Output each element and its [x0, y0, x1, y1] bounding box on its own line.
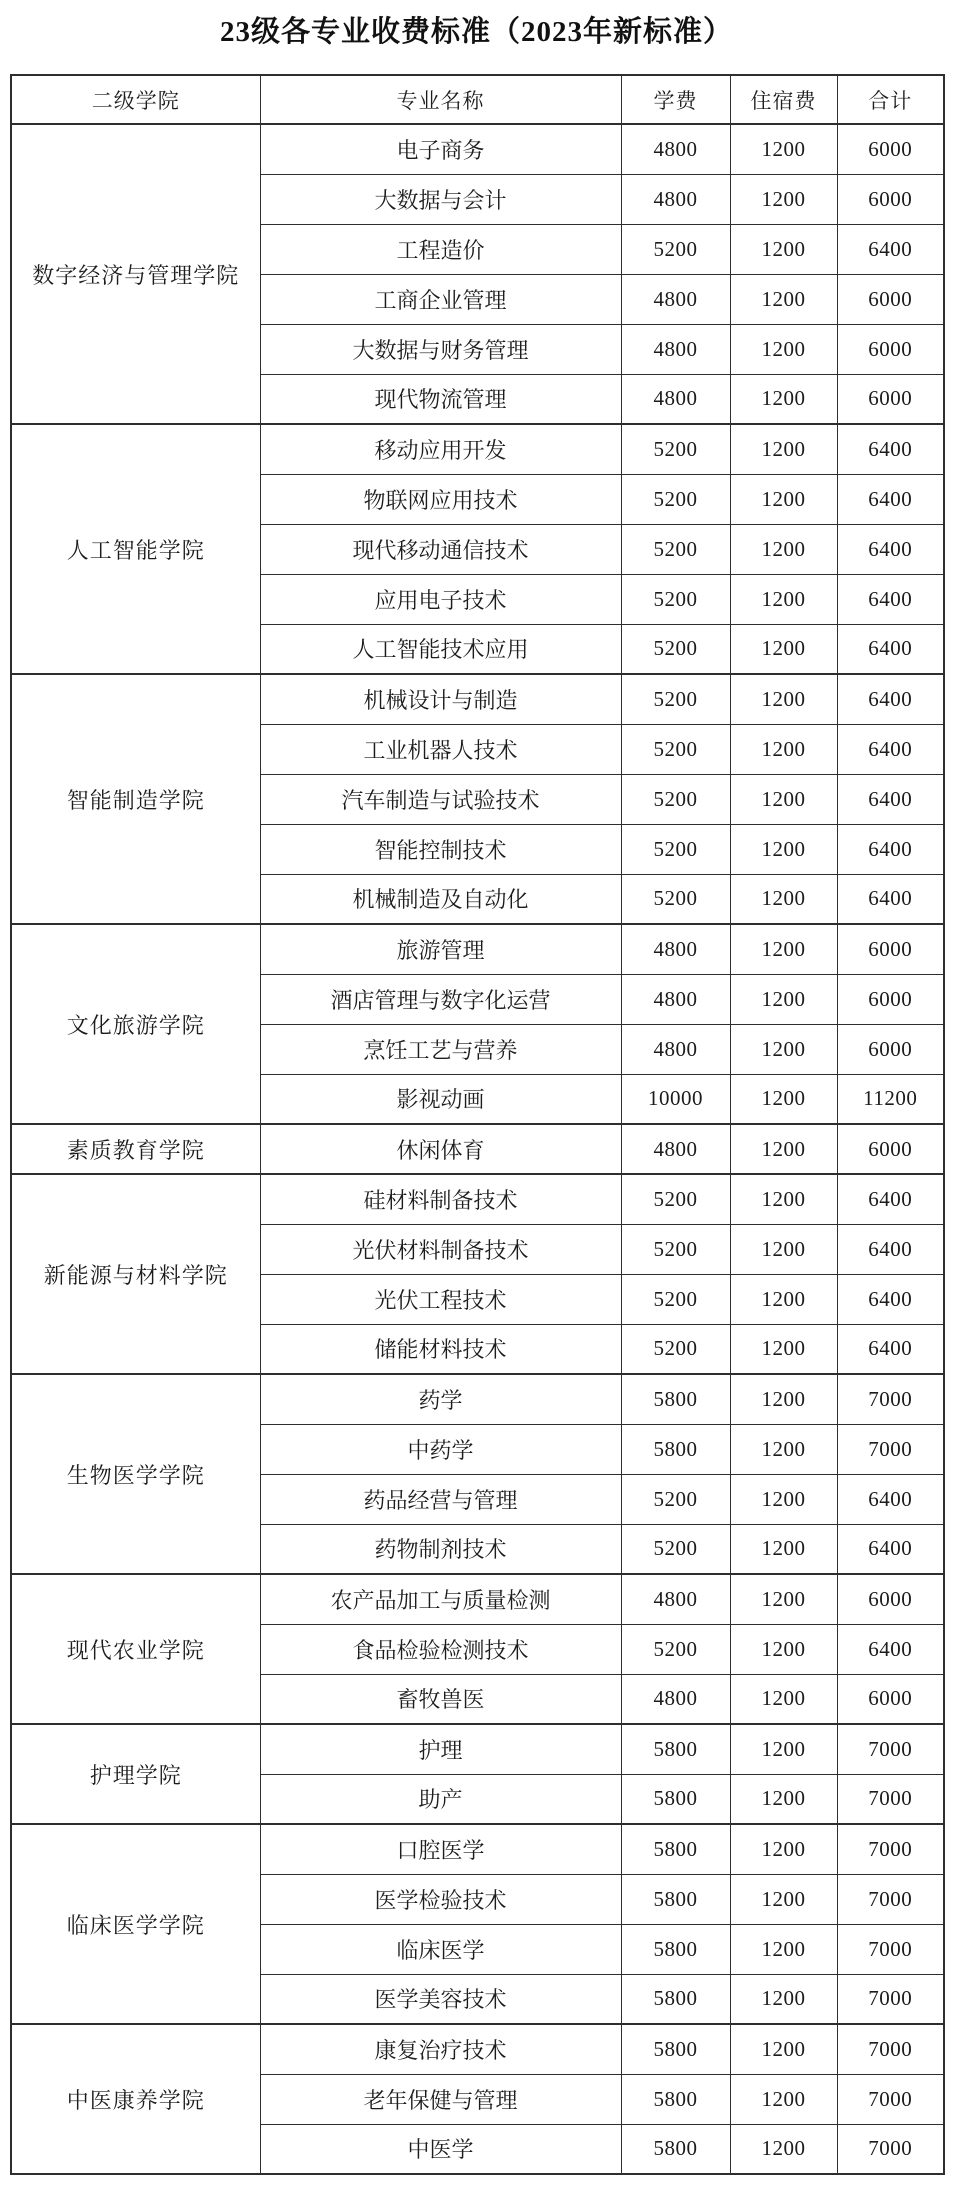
total-cell: 6400	[837, 574, 944, 624]
major-cell: 护理	[260, 1724, 621, 1774]
college-cell: 数字经济与管理学院	[11, 124, 260, 424]
total-cell: 6400	[837, 1224, 944, 1274]
major-cell: 药品经营与管理	[260, 1474, 621, 1524]
tuition-cell: 5800	[621, 1924, 730, 1974]
total-cell: 6400	[837, 874, 944, 924]
tuition-cell: 5200	[621, 524, 730, 574]
accommodation-cell: 1200	[730, 174, 837, 224]
total-cell: 7000	[837, 1974, 944, 2024]
fee-table-head	[11, 75, 944, 124]
major-cell: 医学检验技术	[260, 1874, 621, 1924]
table-row	[11, 1174, 944, 1224]
college-cell: 护理学院	[11, 1724, 260, 1824]
total-cell: 6400	[837, 774, 944, 824]
major-cell: 现代移动通信技术	[260, 524, 621, 574]
tuition-cell: 5200	[621, 1474, 730, 1524]
accommodation-cell: 1200	[730, 324, 837, 374]
major-cell: 药学	[260, 1374, 621, 1424]
major-cell: 机械设计与制造	[260, 674, 621, 724]
tuition-cell: 5200	[621, 874, 730, 924]
college-cell: 生物医学学院	[11, 1374, 260, 1574]
accommodation-cell: 1200	[730, 1274, 837, 1324]
major-cell: 工商企业管理	[260, 274, 621, 324]
accommodation-cell: 1200	[730, 1424, 837, 1474]
tuition-cell: 5800	[621, 1874, 730, 1924]
tuition-cell: 10000	[621, 1074, 730, 1124]
major-cell: 大数据与财务管理	[260, 324, 621, 374]
accommodation-cell: 1200	[730, 1524, 837, 1574]
total-cell: 6000	[837, 124, 944, 174]
major-cell: 现代物流管理	[260, 374, 621, 424]
accommodation-cell: 1200	[730, 824, 837, 874]
major-cell: 大数据与会计	[260, 174, 621, 224]
total-cell: 6400	[837, 1474, 944, 1524]
major-cell: 临床医学	[260, 1924, 621, 1974]
major-cell: 物联网应用技术	[260, 474, 621, 524]
accommodation-cell: 1200	[730, 924, 837, 974]
total-cell: 7000	[837, 1824, 944, 1874]
tuition-cell: 5200	[621, 1324, 730, 1374]
college-cell: 新能源与材料学院	[11, 1174, 260, 1374]
total-cell: 6000	[837, 924, 944, 974]
accommodation-cell: 1200	[730, 1724, 837, 1774]
major-cell: 智能控制技术	[260, 824, 621, 874]
total-cell: 7000	[837, 1774, 944, 1824]
accommodation-cell: 1200	[730, 674, 837, 724]
tuition-cell: 5200	[621, 1274, 730, 1324]
tuition-cell: 5200	[621, 424, 730, 474]
total-cell: 7000	[837, 2024, 944, 2074]
accommodation-cell: 1200	[730, 1324, 837, 1374]
major-cell: 食品检验检测技术	[260, 1624, 621, 1674]
tuition-cell: 5800	[621, 1974, 730, 2024]
table-row	[11, 1574, 944, 1624]
tuition-cell: 5200	[621, 1224, 730, 1274]
tuition-cell: 4800	[621, 374, 730, 424]
college-cell: 素质教育学院	[11, 1124, 260, 1174]
header-tuition: 学费	[621, 75, 730, 124]
tuition-cell: 5200	[621, 724, 730, 774]
table-row	[11, 1724, 944, 1774]
total-cell: 6000	[837, 1124, 944, 1174]
accommodation-cell: 1200	[730, 474, 837, 524]
total-cell: 7000	[837, 1424, 944, 1474]
header-accommodation: 住宿费	[730, 75, 837, 124]
accommodation-cell: 1200	[730, 1974, 837, 2024]
accommodation-cell: 1200	[730, 574, 837, 624]
accommodation-cell: 1200	[730, 524, 837, 574]
accommodation-cell: 1200	[730, 1174, 837, 1224]
accommodation-cell: 1200	[730, 724, 837, 774]
college-cell: 智能制造学院	[11, 674, 260, 924]
college-cell: 临床医学学院	[11, 1824, 260, 2024]
tuition-cell: 5800	[621, 1724, 730, 1774]
accommodation-cell: 1200	[730, 974, 837, 1024]
major-cell: 电子商务	[260, 124, 621, 174]
accommodation-cell: 1200	[730, 1224, 837, 1274]
total-cell: 6400	[837, 1174, 944, 1224]
tuition-cell: 5200	[621, 624, 730, 674]
accommodation-cell: 1200	[730, 1624, 837, 1674]
header-major: 专业名称	[260, 75, 621, 124]
tuition-cell: 5800	[621, 2024, 730, 2074]
major-cell: 中药学	[260, 1424, 621, 1474]
major-cell: 移动应用开发	[260, 424, 621, 474]
major-cell: 光伏材料制备技术	[260, 1224, 621, 1274]
major-cell: 休闲体育	[260, 1124, 621, 1174]
total-cell: 6000	[837, 274, 944, 324]
major-cell: 影视动画	[260, 1074, 621, 1124]
tuition-cell: 5200	[621, 824, 730, 874]
major-cell: 汽车制造与试验技术	[260, 774, 621, 824]
major-cell: 机械制造及自动化	[260, 874, 621, 924]
tuition-cell: 4800	[621, 174, 730, 224]
tuition-cell: 5800	[621, 1374, 730, 1424]
accommodation-cell: 1200	[730, 624, 837, 674]
total-cell: 7000	[837, 1374, 944, 1424]
total-cell: 6400	[837, 824, 944, 874]
accommodation-cell: 1200	[730, 374, 837, 424]
total-cell: 6400	[837, 674, 944, 724]
accommodation-cell: 1200	[730, 1774, 837, 1824]
fee-table	[10, 74, 945, 2175]
tuition-cell: 4800	[621, 1024, 730, 1074]
table-row	[11, 924, 944, 974]
total-cell: 6000	[837, 324, 944, 374]
accommodation-cell: 1200	[730, 124, 837, 174]
accommodation-cell: 1200	[730, 774, 837, 824]
total-cell: 6000	[837, 174, 944, 224]
major-cell: 人工智能技术应用	[260, 624, 621, 674]
accommodation-cell: 1200	[730, 874, 837, 924]
tuition-cell: 5200	[621, 574, 730, 624]
table-row	[11, 124, 944, 174]
tuition-cell: 5200	[621, 224, 730, 274]
college-cell: 文化旅游学院	[11, 924, 260, 1124]
tuition-cell: 5200	[621, 774, 730, 824]
accommodation-cell: 1200	[730, 274, 837, 324]
total-cell: 7000	[837, 2124, 944, 2174]
header-college: 二级学院	[11, 75, 260, 124]
total-cell: 11200	[837, 1074, 944, 1124]
fee-table-body	[11, 124, 944, 2174]
accommodation-cell: 1200	[730, 1474, 837, 1524]
total-cell: 7000	[837, 1874, 944, 1924]
table-row	[11, 1124, 944, 1174]
accommodation-cell: 1200	[730, 1374, 837, 1424]
total-cell: 6400	[837, 474, 944, 524]
major-cell: 光伏工程技术	[260, 1274, 621, 1324]
accommodation-cell: 1200	[730, 1874, 837, 1924]
major-cell: 酒店管理与数字化运营	[260, 974, 621, 1024]
tuition-cell: 5200	[621, 1174, 730, 1224]
tuition-cell: 4800	[621, 324, 730, 374]
major-cell: 旅游管理	[260, 924, 621, 974]
tuition-cell: 4800	[621, 1124, 730, 1174]
header-total: 合计	[837, 75, 944, 124]
tuition-cell: 5800	[621, 1774, 730, 1824]
accommodation-cell: 1200	[730, 1674, 837, 1724]
accommodation-cell: 1200	[730, 1074, 837, 1124]
total-cell: 6400	[837, 524, 944, 574]
major-cell: 医学美容技术	[260, 1974, 621, 2024]
tuition-cell: 4800	[621, 1574, 730, 1624]
accommodation-cell: 1200	[730, 2024, 837, 2074]
page-title: 23级各专业收费标准（2023年新标准）	[219, 16, 733, 48]
table-row	[11, 674, 944, 724]
total-cell: 6000	[837, 374, 944, 424]
total-cell: 6400	[837, 424, 944, 474]
major-cell: 口腔医学	[260, 1824, 621, 1874]
tuition-cell: 5800	[621, 1424, 730, 1474]
tuition-cell: 4800	[621, 924, 730, 974]
total-cell: 6400	[837, 1324, 944, 1374]
tuition-cell: 4800	[621, 274, 730, 324]
accommodation-cell: 1200	[730, 1124, 837, 1174]
total-cell: 6400	[837, 624, 944, 674]
college-cell: 现代农业学院	[11, 1574, 260, 1724]
major-cell: 硅材料制备技术	[260, 1174, 621, 1224]
accommodation-cell: 1200	[730, 1924, 837, 1974]
major-cell: 储能材料技术	[260, 1324, 621, 1374]
tuition-cell: 5800	[621, 2124, 730, 2174]
total-cell: 6400	[837, 1274, 944, 1324]
accommodation-cell: 1200	[730, 1824, 837, 1874]
major-cell: 康复治疗技术	[260, 2024, 621, 2074]
major-cell: 助产	[260, 1774, 621, 1824]
major-cell: 应用电子技术	[260, 574, 621, 624]
table-row	[11, 424, 944, 474]
major-cell: 工业机器人技术	[260, 724, 621, 774]
college-cell: 人工智能学院	[11, 424, 260, 674]
tuition-cell: 4800	[621, 974, 730, 1024]
table-row	[11, 1824, 944, 1874]
major-cell: 烹饪工艺与营养	[260, 1024, 621, 1074]
tuition-cell: 5200	[621, 474, 730, 524]
table-row	[11, 1374, 944, 1424]
tuition-cell: 5800	[621, 2074, 730, 2124]
major-cell: 老年保健与管理	[260, 2074, 621, 2124]
major-cell: 中医学	[260, 2124, 621, 2174]
tuition-cell: 5200	[621, 1524, 730, 1574]
total-cell: 6000	[837, 974, 944, 1024]
total-cell: 6000	[837, 1674, 944, 1724]
major-cell: 农产品加工与质量检测	[260, 1574, 621, 1624]
table-row	[11, 2024, 944, 2074]
total-cell: 6400	[837, 724, 944, 774]
total-cell: 7000	[837, 2074, 944, 2124]
tuition-cell: 5200	[621, 1624, 730, 1674]
accommodation-cell: 1200	[730, 2124, 837, 2174]
total-cell: 7000	[837, 1924, 944, 1974]
total-cell: 6000	[837, 1024, 944, 1074]
total-cell: 6400	[837, 1524, 944, 1574]
accommodation-cell: 1200	[730, 1574, 837, 1624]
tuition-cell: 4800	[621, 124, 730, 174]
major-cell: 工程造价	[260, 224, 621, 274]
tuition-cell: 5200	[621, 674, 730, 724]
total-cell: 7000	[837, 1724, 944, 1774]
tuition-cell: 5800	[621, 1824, 730, 1874]
total-cell: 6400	[837, 1624, 944, 1674]
total-cell: 6000	[837, 1574, 944, 1624]
major-cell: 畜牧兽医	[260, 1674, 621, 1724]
accommodation-cell: 1200	[730, 224, 837, 274]
header-row	[11, 75, 944, 124]
major-cell: 药物制剂技术	[260, 1524, 621, 1574]
accommodation-cell: 1200	[730, 1024, 837, 1074]
total-cell: 6400	[837, 224, 944, 274]
college-cell: 中医康养学院	[11, 2024, 260, 2174]
accommodation-cell: 1200	[730, 2074, 837, 2124]
tuition-cell: 4800	[621, 1674, 730, 1724]
accommodation-cell: 1200	[730, 424, 837, 474]
